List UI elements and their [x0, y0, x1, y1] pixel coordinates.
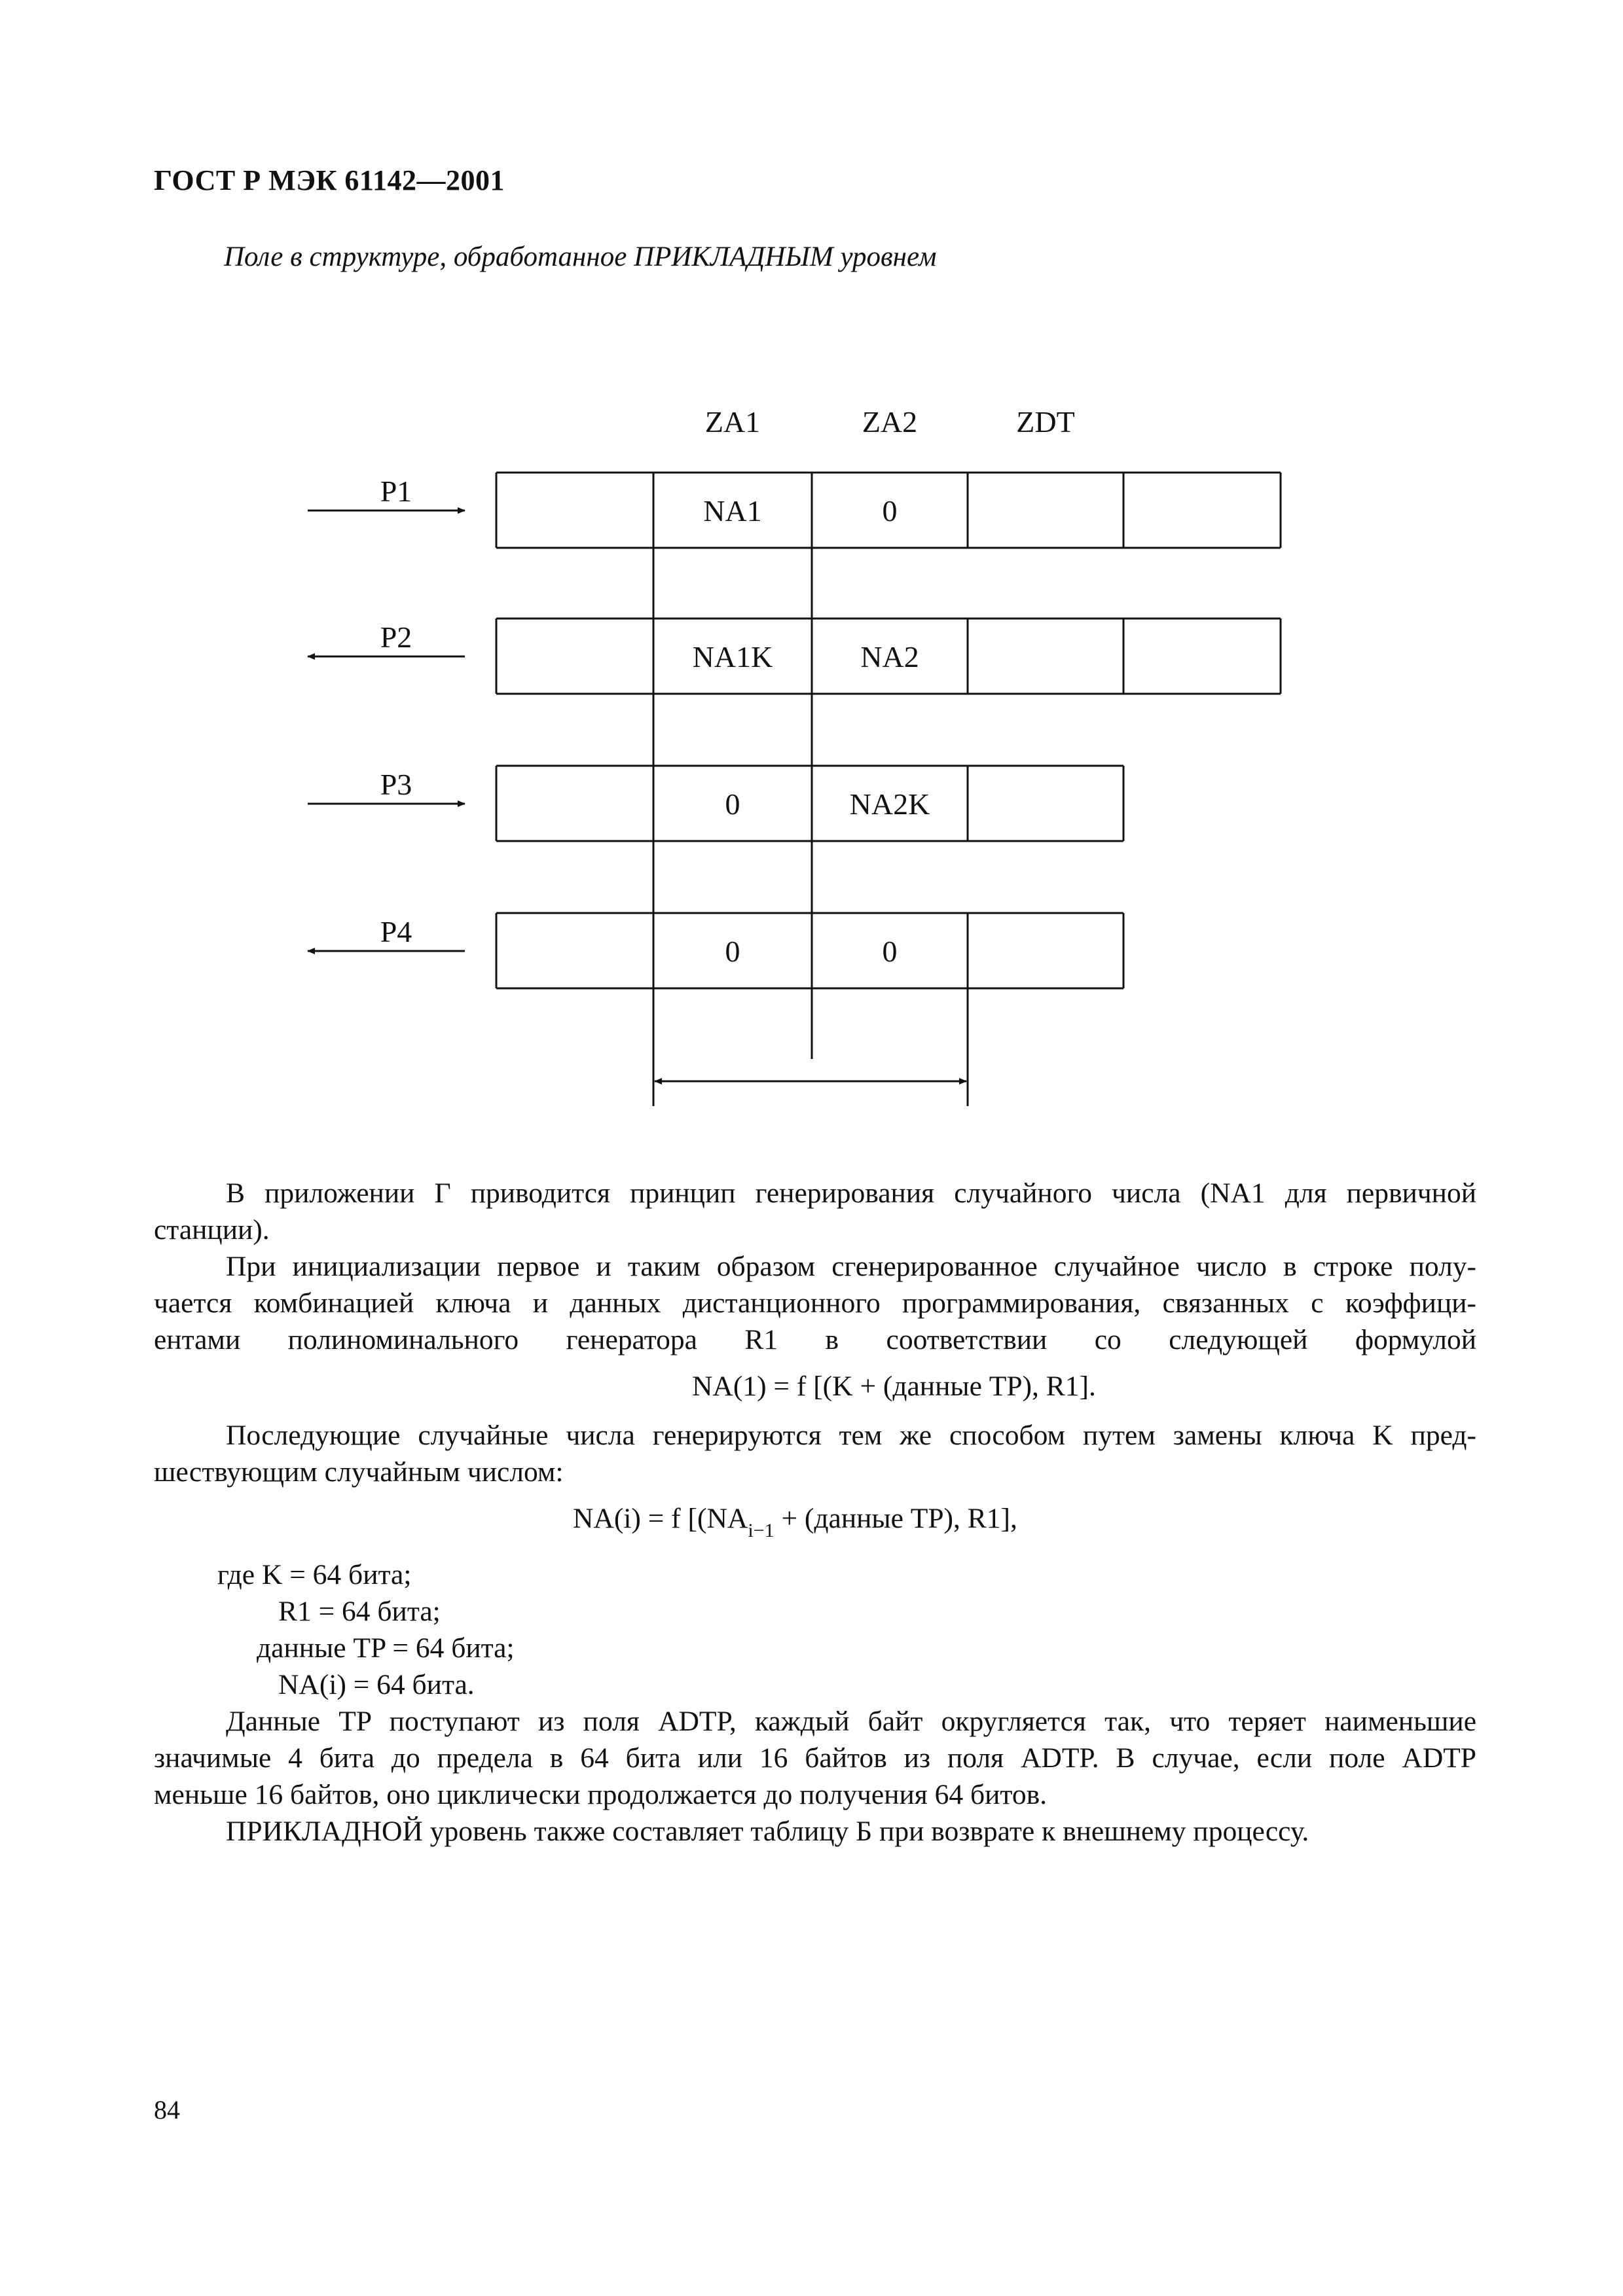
- cell-p2-1: NA1K: [692, 640, 773, 673]
- row-label-p4: P4: [380, 915, 412, 948]
- paragraph-2-line-3: ентами полиноминального генератора R1 в соответствии со следующей формулой: [154, 1324, 1476, 1355]
- column-header-za1: ZA1: [704, 405, 761, 439]
- paragraph-3-line-2: шествующим случайным числом:: [154, 1456, 564, 1488]
- page-number: 84: [154, 2095, 180, 2125]
- row-label-p1: P1: [380, 475, 412, 508]
- definition-r1: R1 = 64 бита;: [278, 1596, 441, 1627]
- cell-p1-2: 0: [882, 494, 898, 528]
- paragraph-5-line-1: ПРИКЛАДНОЙ уровень также составляет таблицу Б при возврате к внешнему процессу.: [226, 1816, 1309, 1847]
- column-header-za2: ZA2: [862, 405, 918, 439]
- paragraph-4-line-2: значимые 4 бита до предела в 64 бита или 16 байтов из поля ADTP. В случае, если поле ADTP: [154, 1742, 1476, 1774]
- row-label-p2: P2: [380, 620, 412, 654]
- definition-na: NA(i) = 64 бита.: [278, 1669, 475, 1700]
- paragraph-4-line-3: меньше 16 байтов, оно циклически продолжается до получения 64 битов.: [154, 1779, 1048, 1810]
- cell-p1-1: NA1: [703, 494, 762, 528]
- paragraph-4-line-1: Данные TP поступают из поля ADTP, каждый байт округляется так, что теряет наименьшие: [226, 1706, 1476, 1737]
- formula-1: NA(1) = f [(K + (данные TP), R1].: [692, 1371, 1096, 1402]
- cell-p2-2: NA2: [860, 640, 919, 673]
- cell-p4-2: 0: [882, 935, 898, 968]
- page-header-title: ГОСТ Р МЭК 61142—2001: [154, 164, 505, 196]
- cell-p4-1: 0: [725, 935, 740, 968]
- field-structure-diagram: [0, 0, 1623, 1126]
- definition-tp: данные TP = 64 бита;: [257, 1632, 515, 1664]
- paragraph-1-line-2: станции).: [154, 1214, 270, 1246]
- formula-2: [573, 1500, 1017, 1540]
- formula-2-end: + (данные TP), R1],: [774, 1503, 1017, 1534]
- paragraph-1-line-1: В приложении Г приводится принцип генерирования случайного числа (NA1 для первичной: [226, 1177, 1476, 1209]
- definition-k: где K = 64 бита;: [217, 1559, 412, 1590]
- paragraph-2-line-1: При инициализации первое и таким образом сгенерированное случайное число в строке полу-: [226, 1251, 1476, 1282]
- row-label-p3: P3: [380, 768, 412, 801]
- figure-caption: Поле в структуре, обработанное ПРИКЛАДНЫМ уровнем: [224, 242, 937, 272]
- paragraph-2-line-2: чается комбинацией ключа и данных дистанционного программирования, связанных с коэффици-: [154, 1287, 1476, 1319]
- cell-p3-2: NA2K: [849, 787, 930, 821]
- formula-2-subscript: i−1: [748, 1520, 775, 1541]
- cell-p3-1: 0: [725, 787, 740, 821]
- paragraph-3-line-1: Последующие случайные числа генерируются тем же способом путем замены ключа K пред-: [226, 1420, 1476, 1451]
- formula-2-start: NA(i) = f [(NA: [573, 1503, 748, 1534]
- column-header-zdt: ZDT: [1016, 405, 1075, 439]
